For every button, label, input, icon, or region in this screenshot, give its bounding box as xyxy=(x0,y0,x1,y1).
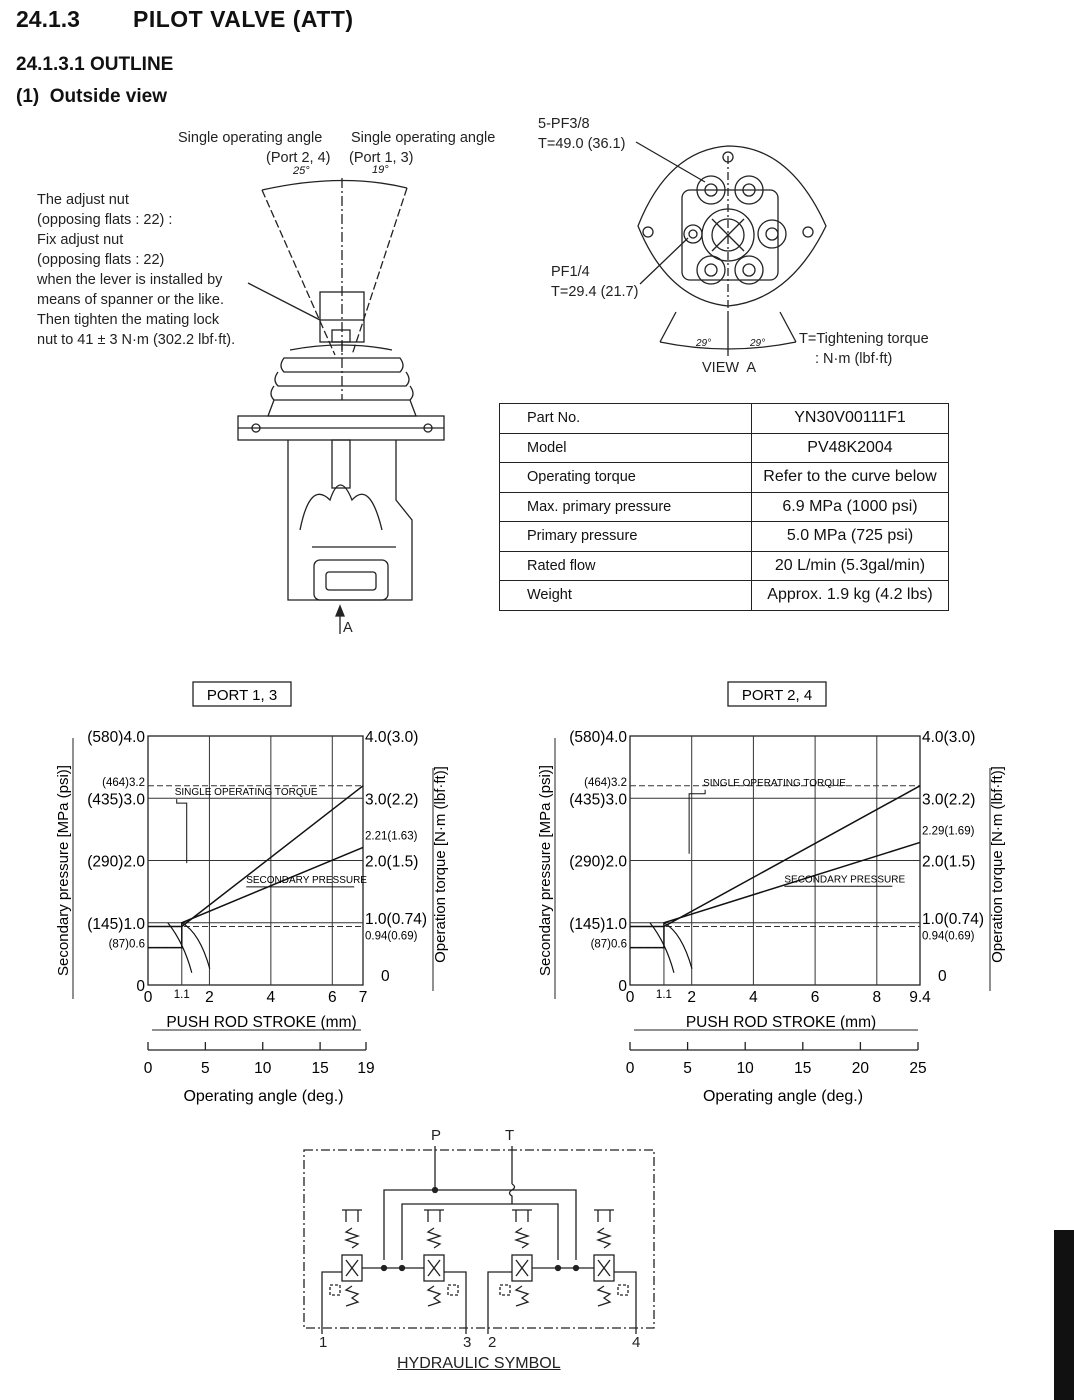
angle-left-value: 25° xyxy=(293,165,310,177)
x-tick-label: 1.1 xyxy=(173,989,190,1001)
angle-right-value: 19° xyxy=(372,164,389,176)
spec-label: Operating torque xyxy=(500,463,752,493)
spec-label: Max. primary pressure xyxy=(500,492,752,522)
y-tick-label-left: (435)3.0 xyxy=(87,791,145,809)
table-row xyxy=(500,433,949,463)
x-tick-label: 4 xyxy=(266,989,276,1006)
y-axis-label-left: Secondary pressure [MPa (psi)] xyxy=(55,765,72,976)
spec-label: Weight xyxy=(500,581,752,611)
y-tick-label-right: 1.0(0.74) xyxy=(922,910,985,928)
angle-tick-label: 10 xyxy=(254,1060,272,1077)
spec-label: Model xyxy=(500,433,752,463)
y-tick-label-left: (145)1.0 xyxy=(87,915,145,933)
section-title: PILOT VALVE (ATT) xyxy=(133,6,354,32)
angle-tick-label: 20 xyxy=(851,1060,870,1077)
table-row xyxy=(500,404,949,434)
x-axis-label: PUSH ROD STROKE (mm) xyxy=(166,1014,357,1031)
x-tick-label: 7 xyxy=(358,989,368,1006)
torque-note-unit: : N·m (lbf·ft) xyxy=(815,351,893,367)
data-series-line xyxy=(148,847,363,947)
hysteresis-curve xyxy=(664,923,692,969)
hydraulic-symbol-drawing xyxy=(0,1140,1074,1340)
x-tick-label: 8 xyxy=(872,989,882,1006)
angle-tick-label: 5 xyxy=(683,1060,692,1077)
y-tick-label-left: (87)0.6 xyxy=(590,938,627,951)
spec-value: Refer to the curve below xyxy=(752,463,949,493)
angle-tick-label: 0 xyxy=(143,1060,153,1077)
angle-tick-label: 15 xyxy=(794,1060,812,1077)
y-tick-label-left: (464)3.2 xyxy=(102,776,145,789)
x-tick-label: 0 xyxy=(143,989,153,1006)
note-line: Fix adjust nut xyxy=(37,232,124,248)
view-title: (1) Outside view xyxy=(16,86,167,107)
x-tick-label: 9.4 xyxy=(909,989,931,1006)
port-t-label: T xyxy=(505,1127,515,1144)
y-axis-label-left: Secondary pressure [MPa (psi)] xyxy=(537,765,554,976)
spec-label: Rated flow xyxy=(500,551,752,581)
y-tick-label-right: 2.0(1.5) xyxy=(922,853,976,871)
spec-table xyxy=(499,403,949,611)
view-a-title: VIEW A xyxy=(702,360,756,376)
note-line: (opposing flats : 22) : xyxy=(37,212,173,228)
view-a-angle-left: 29° xyxy=(696,338,712,349)
table-row xyxy=(500,492,949,522)
angle-tick-label: 25 xyxy=(909,1060,927,1077)
x-tick-label: 6 xyxy=(810,989,820,1006)
y-tick-label-right: 2.21(1.63) xyxy=(365,830,418,843)
angle-tick-label: 5 xyxy=(201,1060,210,1077)
note-line: means of spanner or the like. xyxy=(37,292,224,308)
y-tick-label-right: 0 xyxy=(381,968,390,985)
y-tick-label-left: (290)2.0 xyxy=(87,853,145,871)
y-tick-label-right: 0 xyxy=(938,968,947,985)
spec-label: Primary pressure xyxy=(500,522,752,552)
angle-axis-label: Operating angle (deg.) xyxy=(183,1088,344,1105)
angle-label-right-port: (Port 1, 3) xyxy=(349,150,414,166)
x-axis-label: PUSH ROD STROKE (mm) xyxy=(685,1014,877,1031)
port-1-label: 1 xyxy=(319,1334,328,1351)
port-3-label: 3 xyxy=(463,1334,472,1351)
view-arrow-label: A xyxy=(343,620,353,636)
spec-value: YN30V00111F1 xyxy=(752,404,949,434)
annotation-leader xyxy=(177,799,187,863)
y-tick-label-left: (290)2.0 xyxy=(569,853,627,871)
annotation-label: SECONDARY PRESSURE xyxy=(246,874,367,886)
spec-value: Approx. 1.9 kg (4.2 lbs) xyxy=(752,581,949,611)
x-tick-label: 0 xyxy=(625,989,635,1006)
angle-label-left: Single operating angle xyxy=(178,130,323,146)
torque-note: T=Tightening torque xyxy=(799,331,929,347)
note-line: when the lever is installed by xyxy=(37,272,223,288)
port-4-label: 4 xyxy=(632,1334,641,1351)
y-tick-label-right: 0.94(0.69) xyxy=(365,930,418,943)
hysteresis-curve xyxy=(182,923,210,969)
table-row xyxy=(500,463,949,493)
subsection-title: 24.1.3.1 OUTLINE xyxy=(16,54,174,75)
x-tick-label: 2 xyxy=(205,989,214,1006)
spec-value: 5.0 MPa (725 psi) xyxy=(752,522,949,552)
angle-label-right: Single operating angle xyxy=(351,130,496,146)
spec-value: PV48K2004 xyxy=(752,433,949,463)
section-number: 24.1.3 xyxy=(16,6,80,32)
y-tick-label-right: 2.0(1.5) xyxy=(365,853,419,871)
spec-label: Part No. xyxy=(500,404,752,434)
pf14-torque: T=29.4 (21.7) xyxy=(551,284,639,300)
characteristic-charts xyxy=(0,660,1074,1120)
page-edge-tab xyxy=(1054,1230,1074,1400)
annotation-label: SECONDARY PRESSURE xyxy=(784,874,906,886)
table-row xyxy=(500,522,949,552)
angle-axis-label: Operating angle (deg.) xyxy=(702,1088,864,1105)
note-line: The adjust nut xyxy=(37,192,129,208)
annotation-label: SINGLE OPERATING TORQUE xyxy=(703,777,846,789)
pf38-label: 5-PF3/8 xyxy=(538,116,590,132)
note-line: Then tighten the mating lock xyxy=(37,312,220,328)
y-tick-label-left: (580)4.0 xyxy=(569,729,627,746)
spec-value: 20 L/min (5.3gal/min) xyxy=(752,551,949,581)
angle-tick-label: 0 xyxy=(625,1060,635,1077)
angle-tick-label: 15 xyxy=(311,1060,329,1077)
x-tick-label: 4 xyxy=(749,989,758,1006)
spec-value: 6.9 MPa (1000 psi) xyxy=(752,492,949,522)
y-tick-label-left: (580)4.0 xyxy=(87,729,145,746)
y-axis-label-right: Operation torque [N·m (lbf·ft)] xyxy=(989,766,1006,963)
chart-title: PORT 1, 3 xyxy=(206,687,278,704)
x-tick-label: 1.1 xyxy=(655,989,672,1001)
angle-tick-label: 10 xyxy=(736,1060,754,1077)
pf14-label: PF1/4 xyxy=(551,264,590,280)
pf38-torque: T=49.0 (36.1) xyxy=(538,136,626,152)
y-tick-label-left: (87)0.6 xyxy=(108,938,145,951)
table-row xyxy=(500,551,949,581)
angle-label-left-port: (Port 2, 4) xyxy=(266,150,331,166)
y-tick-label-left: 0 xyxy=(136,978,145,995)
chart-title: PORT 2, 4 xyxy=(741,687,813,704)
y-tick-label-left: (435)3.0 xyxy=(569,791,627,809)
port-p-label: P xyxy=(431,1127,442,1144)
hydraulic-symbol-title: HYDRAULIC SYMBOL xyxy=(397,1355,561,1372)
angle-tick-label: 19 xyxy=(357,1060,375,1077)
x-tick-label: 2 xyxy=(687,989,697,1006)
y-tick-label-left: 0 xyxy=(618,978,627,995)
x-tick-label: 6 xyxy=(327,989,337,1006)
view-a-drawing xyxy=(0,0,1074,400)
y-tick-label-right: 3.0(2.2) xyxy=(365,791,419,809)
y-tick-label-left: (464)3.2 xyxy=(584,776,627,789)
y-tick-label-right: 4.0(3.0) xyxy=(922,729,976,746)
y-axis-label-right: Operation torque [N·m (lbf·ft)] xyxy=(432,766,449,963)
y-tick-label-right: 2.29(1.69) xyxy=(922,825,975,838)
port-2-label: 2 xyxy=(488,1334,497,1351)
table-row xyxy=(500,581,949,611)
note-line: (opposing flats : 22) xyxy=(37,252,165,268)
note-line: nut to 41 ± 3 N·m (302.2 lbf·ft). xyxy=(37,332,236,348)
data-series-line xyxy=(148,786,363,927)
y-tick-label-left: (145)1.0 xyxy=(569,915,627,933)
y-tick-label-right: 1.0(0.74) xyxy=(365,910,428,928)
annotation-label: SINGLE OPERATING TORQUE xyxy=(174,787,318,799)
y-tick-label-right: 4.0(3.0) xyxy=(365,729,419,746)
y-tick-label-right: 3.0(2.2) xyxy=(922,791,976,809)
y-tick-label-right: 0.94(0.69) xyxy=(922,930,975,943)
view-a-angle-right: 29° xyxy=(750,338,766,349)
